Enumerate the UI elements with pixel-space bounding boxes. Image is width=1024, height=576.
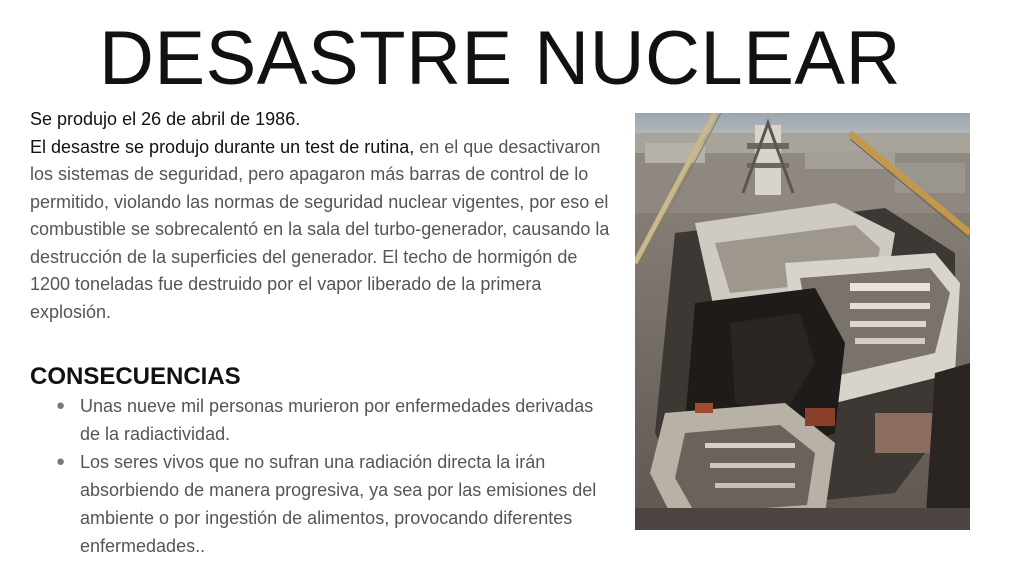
consequences-list <box>30 392 610 560</box>
reactor-ruins-illustration <box>635 113 970 530</box>
intro-description <box>30 134 610 327</box>
list-item-text: Los seres vivos que no sufran una radiación directa la irán absorbiendo de manera progresiva, ya sea por las emisiones del ambiente o por ingestión de alimentos, provocando diferentes enfermedades.. <box>80 452 597 556</box>
intro-paragraph <box>30 106 610 326</box>
slide-title: DESASTRE NUCLEAR <box>99 16 901 101</box>
consequences-heading: CONSECUENCIAS <box>30 363 241 390</box>
intro-date-line: Se produjo el 26 de abril de 1986. <box>30 109 301 129</box>
intro-description-lead: El desastre se produjo durante un test de rutina, <box>30 136 415 157</box>
list-item-text: Unas nueve mil personas murieron por enfermedades derivadas de la radiactividad. <box>80 396 594 444</box>
reactor-ruins-photo <box>635 113 970 530</box>
list-item <box>30 392 610 448</box>
bullet-icon: ● <box>56 453 66 470</box>
bullet-icon: ● <box>56 397 66 414</box>
list-item <box>30 448 610 560</box>
intro-description-rest: en el que desactivaron los sistemas de seguridad, pero apagaron más barras de control de lo permitido, violando las normas de seguridad nuclear vigentes, por eso el combustible se sobrecalentó en la sala del turbo-generador, causando la destrucción de la superficies del generador. El techo de hormigón de 1200 toneladas fue destruido por el vapor liberado de la primera explosión. <box>30 136 610 322</box>
